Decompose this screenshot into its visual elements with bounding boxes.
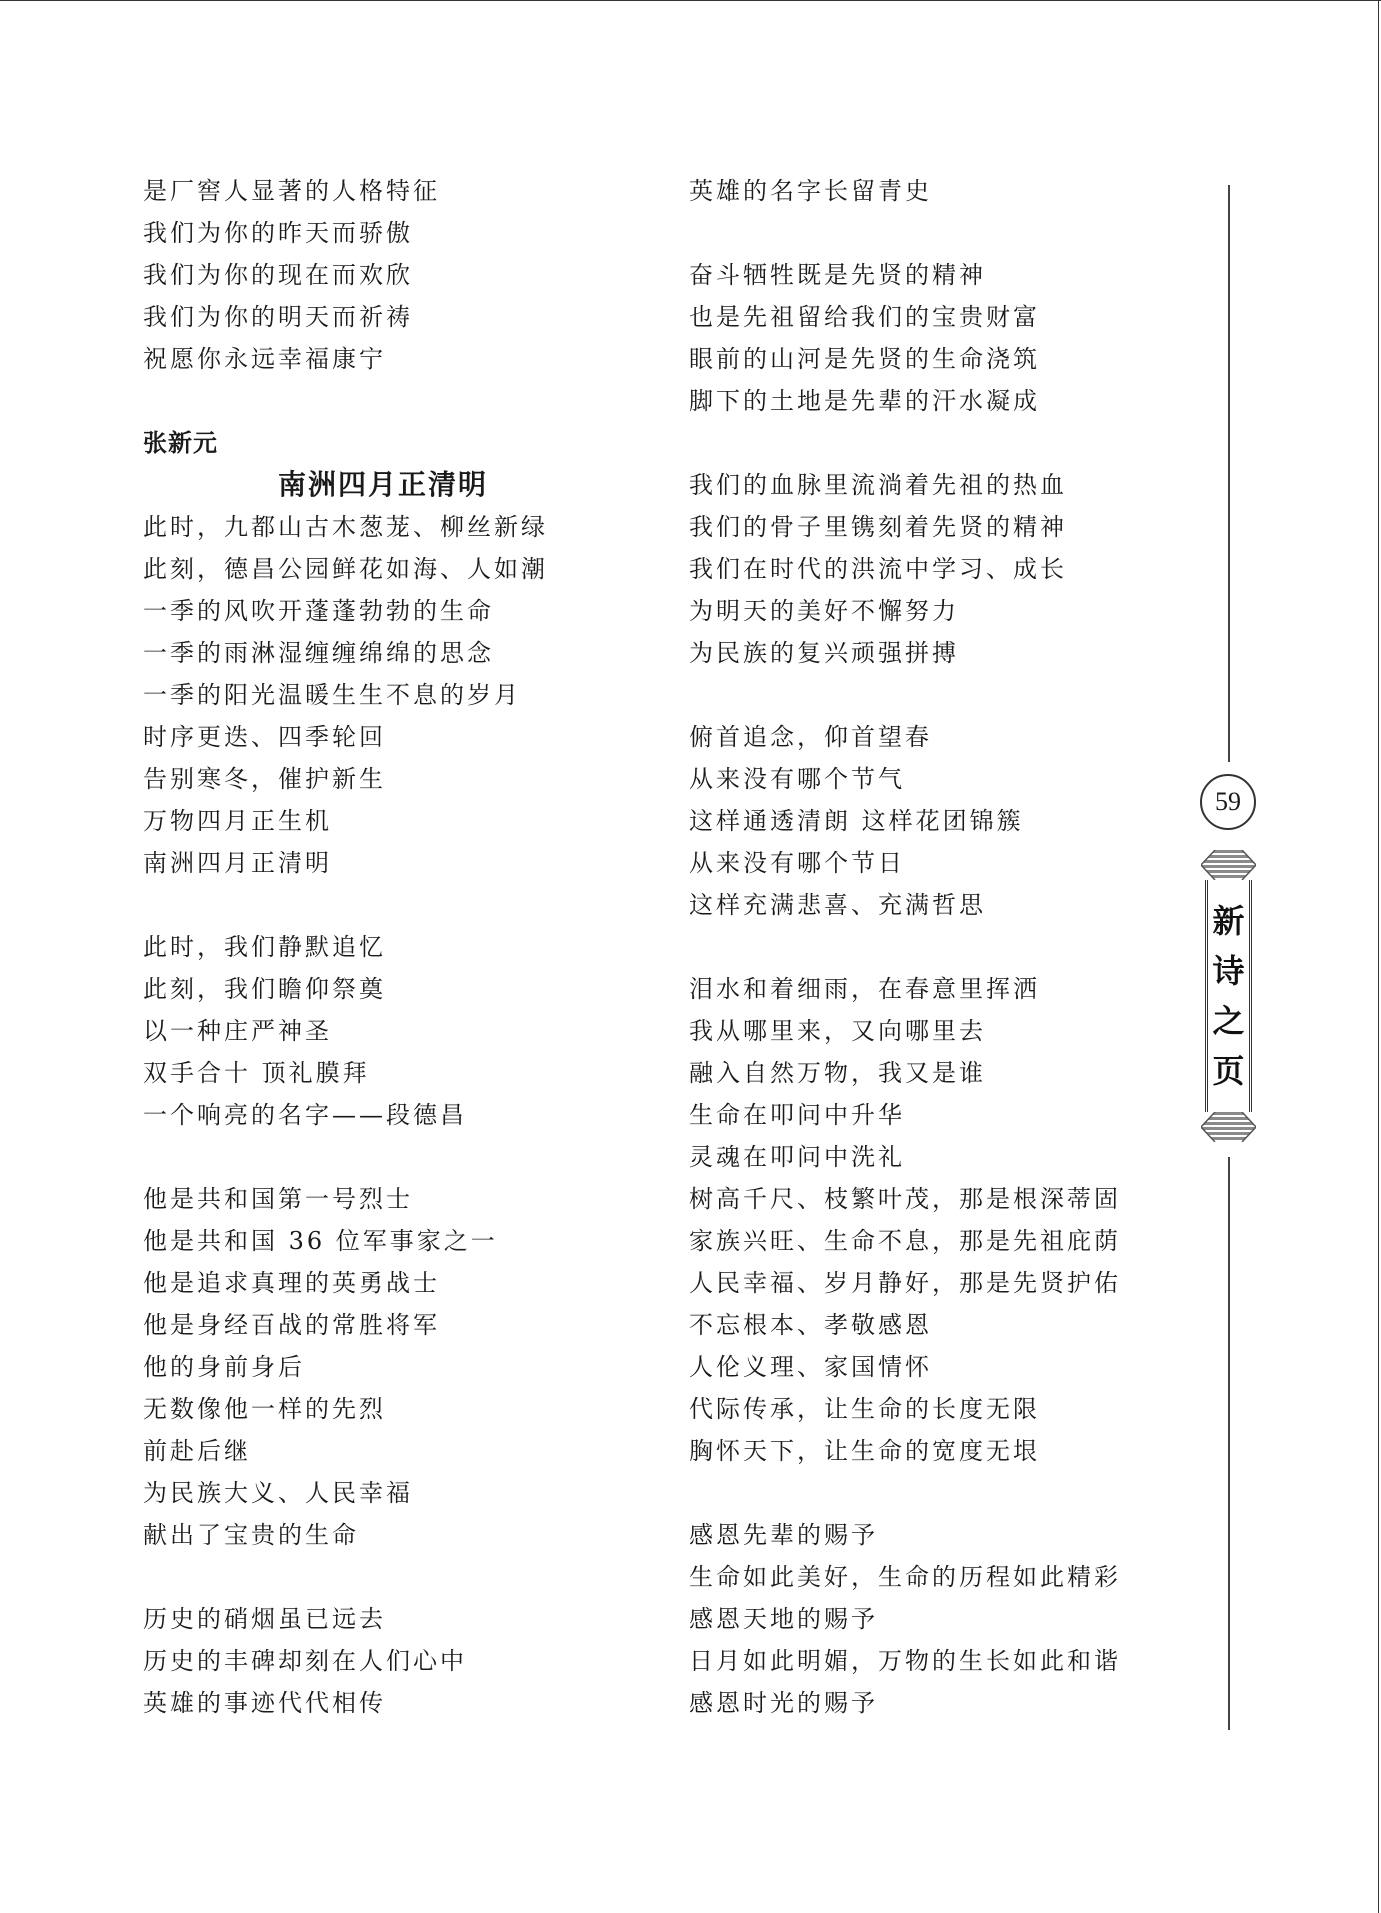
poem-line: 不忘根本、孝敬感恩 bbox=[689, 1311, 932, 1339]
stanza-gap bbox=[689, 674, 1229, 716]
stanza-gap bbox=[143, 1556, 663, 1598]
poem-line: 灵魂在叩问中洗礼 bbox=[689, 1143, 905, 1171]
ornament-band-top bbox=[1201, 850, 1256, 880]
poem-line: 他是共和国 36 位军事家之一 bbox=[143, 1227, 498, 1255]
poem-line: 此刻，我们瞻仰祭奠 bbox=[143, 975, 386, 1003]
author-name: 张新元 bbox=[143, 429, 218, 457]
ornament-band-bottom bbox=[1201, 1112, 1256, 1142]
poem-line: 感恩时光的赐予 bbox=[689, 1689, 878, 1717]
poem-line: 人伦义理、家国情怀 bbox=[689, 1353, 932, 1381]
poem-line: 祝愿你永远幸福康宁 bbox=[143, 345, 386, 373]
poem-line: 这样通透清朗 这样花团锦簇 bbox=[689, 807, 1024, 835]
band-arrow-notch-icon bbox=[1201, 850, 1256, 880]
poem-line: 脚下的土地是先辈的汗水凝成 bbox=[689, 387, 1040, 415]
poem-line: 眼前的山河是先贤的生命浇筑 bbox=[689, 345, 1040, 373]
right-text-column bbox=[689, 170, 1229, 1724]
poem-line: 历史的丰碑却刻在人们心中 bbox=[143, 1647, 467, 1675]
page-border-top bbox=[0, 0, 1381, 1]
poem-line: 他是追求真理的英勇战士 bbox=[143, 1269, 440, 1297]
section-title-box bbox=[1205, 880, 1252, 1112]
section-char: 之 bbox=[1212, 1002, 1245, 1040]
section-char: 新 bbox=[1212, 902, 1245, 940]
poem-line: 告别寒冬，催护新生 bbox=[143, 765, 386, 793]
poem-line: 此时，九都山古木葱茏、柳丝新绿 bbox=[143, 513, 548, 541]
poem-line: 为民族大义、人民幸福 bbox=[143, 1479, 413, 1507]
poem-line: 历史的硝烟虽已远去 bbox=[143, 1605, 386, 1633]
poem-line: 是厂窖人显著的人格特征 bbox=[143, 177, 440, 205]
poem-line: 一个响亮的名字——段德昌 bbox=[143, 1101, 467, 1129]
poem-line: 献出了宝贵的生命 bbox=[143, 1521, 359, 1549]
poem-line: 我们为你的现在而欢欣 bbox=[143, 261, 413, 289]
poem-line: 从来没有哪个节气 bbox=[689, 765, 905, 793]
band-arrow-notch-icon bbox=[1201, 1112, 1256, 1142]
poem-line: 为民族的复兴顽强拼搏 bbox=[689, 639, 959, 667]
poem-line: 生命在叩问中升华 bbox=[689, 1101, 905, 1129]
poem-line: 双手合十 顶礼膜拜 bbox=[143, 1059, 370, 1087]
section-char: 页 bbox=[1212, 1052, 1245, 1090]
stanza-gap bbox=[143, 884, 663, 926]
poem-line: 一季的阳光温暖生生不息的岁月 bbox=[143, 681, 521, 709]
poem-line: 我们在时代的洪流中学习、成长 bbox=[689, 555, 1067, 583]
stanza-gap bbox=[689, 926, 1229, 968]
poem-line: 我们为你的昨天而骄傲 bbox=[143, 219, 413, 247]
poem-line: 此时，我们静默追忆 bbox=[143, 933, 386, 961]
poem-line: 也是先祖留给我们的宝贵财富 bbox=[689, 303, 1040, 331]
poem-line: 我们的骨子里镌刻着先贤的精神 bbox=[689, 513, 1067, 541]
stanza-gap bbox=[143, 380, 663, 422]
poem-line: 一季的雨淋湿缠缠绵绵的思念 bbox=[143, 639, 494, 667]
poem-line: 他的身前身后 bbox=[143, 1353, 305, 1381]
poem-line: 此刻，德昌公园鲜花如海、人如潮 bbox=[143, 555, 548, 583]
poem-line: 人民幸福、岁月静好，那是先贤护佑 bbox=[689, 1269, 1121, 1297]
poem-line: 我们为你的明天而祈祷 bbox=[143, 303, 413, 331]
stanza-gap bbox=[143, 1136, 663, 1178]
poem-line: 这样充满悲喜、充满哲思 bbox=[689, 891, 986, 919]
stanza-gap bbox=[689, 212, 1229, 254]
poem-line: 一季的风吹开蓬蓬勃勃的生命 bbox=[143, 597, 494, 625]
page-border-right bbox=[1378, 0, 1379, 1913]
poem-line: 万物四月正生机 bbox=[143, 807, 332, 835]
poem-line: 英雄的名字长留青史 bbox=[689, 177, 932, 205]
poem-line: 俯首追念，仰首望春 bbox=[689, 723, 932, 751]
poem-line: 泪水和着细雨，在春意里挥洒 bbox=[689, 975, 1040, 1003]
poem-line: 日月如此明媚，万物的生长如此和谐 bbox=[689, 1647, 1121, 1675]
poem-line: 树高千尺、枝繁叶茂，那是根深蒂固 bbox=[689, 1185, 1121, 1213]
poem-line: 感恩天地的赐予 bbox=[689, 1605, 878, 1633]
poem-line: 感恩先辈的赐予 bbox=[689, 1521, 878, 1549]
poem-line: 我们的血脉里流淌着先祖的热血 bbox=[689, 471, 1067, 499]
margin-rule-bottom bbox=[1228, 1157, 1230, 1730]
poem-line: 前赴后继 bbox=[143, 1437, 251, 1465]
poem-line: 从来没有哪个节日 bbox=[689, 849, 905, 877]
poem-line: 时序更迭、四季轮回 bbox=[143, 723, 386, 751]
poem-line: 我从哪里来，又向哪里去 bbox=[689, 1017, 986, 1045]
poem-line: 胸怀天下，让生命的宽度无垠 bbox=[689, 1437, 1040, 1465]
poem-line: 他是共和国第一号烈士 bbox=[143, 1185, 413, 1213]
poem-title: 南洲四月正清明 bbox=[278, 468, 489, 501]
poem-line: 代际传承，让生命的长度无限 bbox=[689, 1395, 1040, 1423]
stanza-gap bbox=[689, 1472, 1229, 1514]
stanza-gap bbox=[689, 422, 1229, 464]
section-char: 诗 bbox=[1212, 952, 1245, 990]
poem-line: 为明天的美好不懈努力 bbox=[689, 597, 959, 625]
poem-line: 无数像他一样的先烈 bbox=[143, 1395, 386, 1423]
poem-line: 家族兴旺、生命不息，那是先祖庇荫 bbox=[689, 1227, 1121, 1255]
poem-line: 生命如此美好，生命的历程如此精彩 bbox=[689, 1563, 1121, 1591]
left-text-column bbox=[143, 170, 663, 1724]
poem-line: 他是身经百战的常胜将军 bbox=[143, 1311, 440, 1339]
poem-line: 英雄的事迹代代相传 bbox=[143, 1689, 386, 1717]
poem-line: 南洲四月正清明 bbox=[143, 849, 332, 877]
page-number: 59 bbox=[1200, 774, 1256, 830]
poem-line: 奋斗牺牲既是先贤的精神 bbox=[689, 261, 986, 289]
margin-rule-top bbox=[1228, 185, 1230, 762]
poem-line: 融入自然万物，我又是谁 bbox=[689, 1059, 986, 1087]
poem-line: 以一种庄严神圣 bbox=[143, 1017, 332, 1045]
